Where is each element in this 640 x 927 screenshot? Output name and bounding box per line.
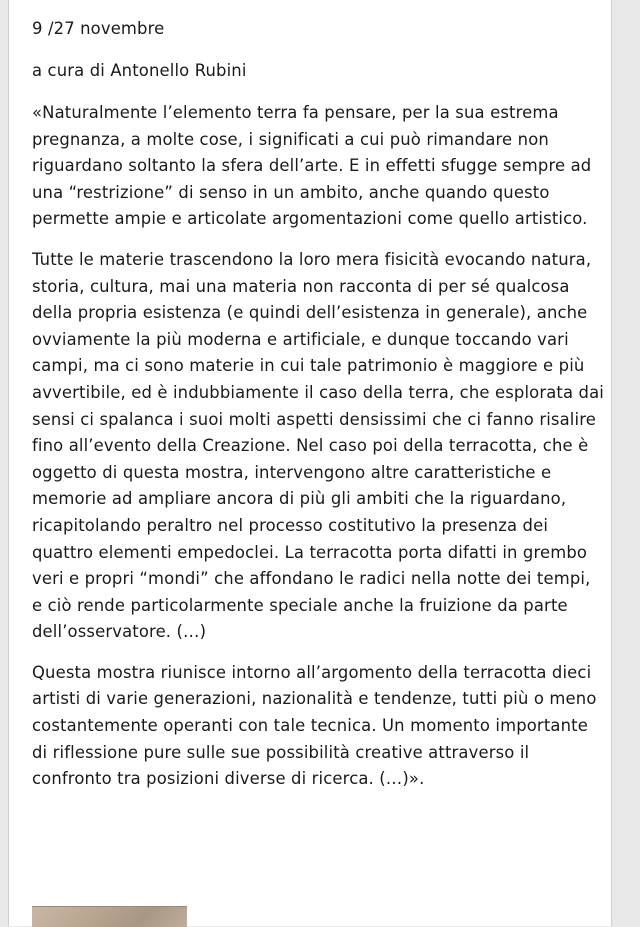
artwork-thumbnail-image[interactable] <box>32 906 187 927</box>
article-page <box>8 0 612 926</box>
event-dates: 9 /27 novembre <box>32 19 165 38</box>
paragraph-closing: Questa mostra riunisce intorno all’argomento della terracotta dieci artisti di varie generazioni, nazionalità e tendenze, tutti più o meno costantemente operanti con tale tecnica. Un momento importante di riflessione pure sulle sue possibilità creative attraverso il confronto tra posizioni diverse di ricerca. (…)». <box>32 662 597 789</box>
curator-credit: a cura di Antonello Rubini <box>32 61 247 80</box>
article-content <box>32 16 604 807</box>
paragraph-body: Tutte le materie trascendono la loro mera fisicità evocando natura, storia, cultura, mai una materia non racconta di per sé qualcosa della propria esistenza (e quindi dell’esistenza in generale), anche ovviamente la più moderna e artificiale, e dunque toccando vari campi, ma ci sono materie in cui tale patrimonio è maggiore e più avvertibile, ed è indubbiamente il caso della terra, che esplorata dai sensi ci spalanca i suoi molti aspetti densissimi che ci fanno risalire fino all’evento della Creazione. Nel caso poi della terracotta, che è oggetto di questa mostra, intervengono altre caratteristiche e memorie ad ampliare ancora di più gli ambiti che la riguardano, ricapitolando peraltro nel processo costitutivo la presenza dei quattro elementi empedoclei. La terracotta porta difatti in grembo veri e propri “mondi” che affondano le radici nella notte dei tempi, e ciò rende particolarmente speciale anche la fruizione da parte dell’osservatore. (…) <box>32 249 604 642</box>
paragraph-intro: «Naturalmente l’elemento terra fa pensare, per la sua estrema pregnanza, a molte cose, i significati a cui può rimandare non riguardano soltanto la sfera dell’arte. E in effetti sfugge sempre ad una “restrizione” di senso in un ambito, anche quando questo permette ampie e articolate argomentazioni come quello artistico. <box>32 103 592 229</box>
